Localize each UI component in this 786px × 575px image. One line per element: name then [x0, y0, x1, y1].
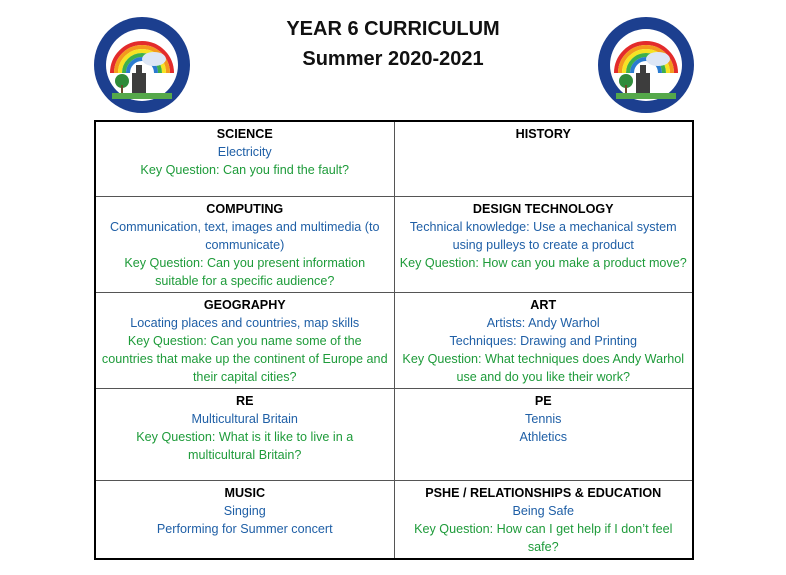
topic-line: Technical knowledge: Use a mechanical system using pulleys to create a product	[409, 220, 677, 252]
subject-heading: ART	[530, 298, 557, 312]
subject-heading: PE	[534, 394, 552, 408]
subject-heading: SCIENCE	[216, 127, 273, 141]
key-question: Key Question: What is it like to live in a multicultural Britain?	[136, 430, 354, 462]
subject-heading: PSHE / RELATIONSHIPS & EDUCATION	[425, 486, 662, 500]
topic-line: Communication, text, images and multimedia (to communicate)	[110, 220, 380, 252]
key-question: Key Question: Can you name some of the countries that make up the continent of Europe and their capital cities?	[101, 334, 388, 384]
table-row	[95, 197, 693, 293]
table-row	[95, 389, 693, 481]
topic-line: Electricity	[217, 145, 272, 159]
topic-line: Techniques: Drawing and Printing	[449, 334, 638, 348]
subject-heading: RE	[236, 394, 254, 408]
cell-history	[394, 121, 693, 197]
table-row	[95, 121, 693, 197]
cell-pshe	[394, 481, 693, 560]
subject-heading: HISTORY	[515, 127, 571, 141]
key-question: Key Question: How can I get help if I don’t feel safe?	[414, 522, 673, 554]
topic-line: Locating places and countries, map skills	[130, 316, 360, 330]
key-question: Key Question: Can you find the fault?	[140, 163, 350, 177]
subject-heading: MUSIC	[224, 486, 266, 500]
cell-geography	[95, 293, 394, 389]
subject-heading: COMPUTING	[206, 202, 284, 216]
topic-line: Tennis	[525, 412, 562, 426]
key-question: Key Question: Can you present information suitable for a specific audience?	[124, 256, 366, 288]
subject-heading: GEOGRAPHY	[203, 298, 286, 312]
cell-science	[95, 121, 394, 197]
cell-re	[95, 389, 394, 481]
cell-pe	[394, 389, 693, 481]
key-question: Key Question: How can you make a product move?	[399, 256, 687, 270]
topic-line: Multicultural Britain	[191, 412, 298, 426]
cell-computing	[95, 197, 394, 293]
table-row	[95, 481, 693, 560]
topic-line: Athletics	[519, 430, 568, 444]
curriculum-table	[94, 120, 694, 560]
cell-art	[394, 293, 693, 389]
key-question: Key Question: What techniques does Andy Warhol use and do you like their work?	[402, 352, 685, 384]
topic-line: Performing for Summer concert	[156, 522, 333, 536]
topic-line: Singing	[223, 504, 266, 518]
page-title: YEAR 6 CURRICULUM	[286, 18, 500, 40]
cell-design-technology	[394, 197, 693, 293]
table-row	[95, 293, 693, 389]
subject-heading: DESIGN TECHNOLOGY	[472, 202, 614, 216]
cell-music	[95, 481, 394, 560]
topic-line: Being Safe	[512, 504, 575, 518]
topic-line: Artists: Andy Warhol	[486, 316, 600, 330]
page-subtitle: Summer 2020-2021	[302, 48, 484, 70]
